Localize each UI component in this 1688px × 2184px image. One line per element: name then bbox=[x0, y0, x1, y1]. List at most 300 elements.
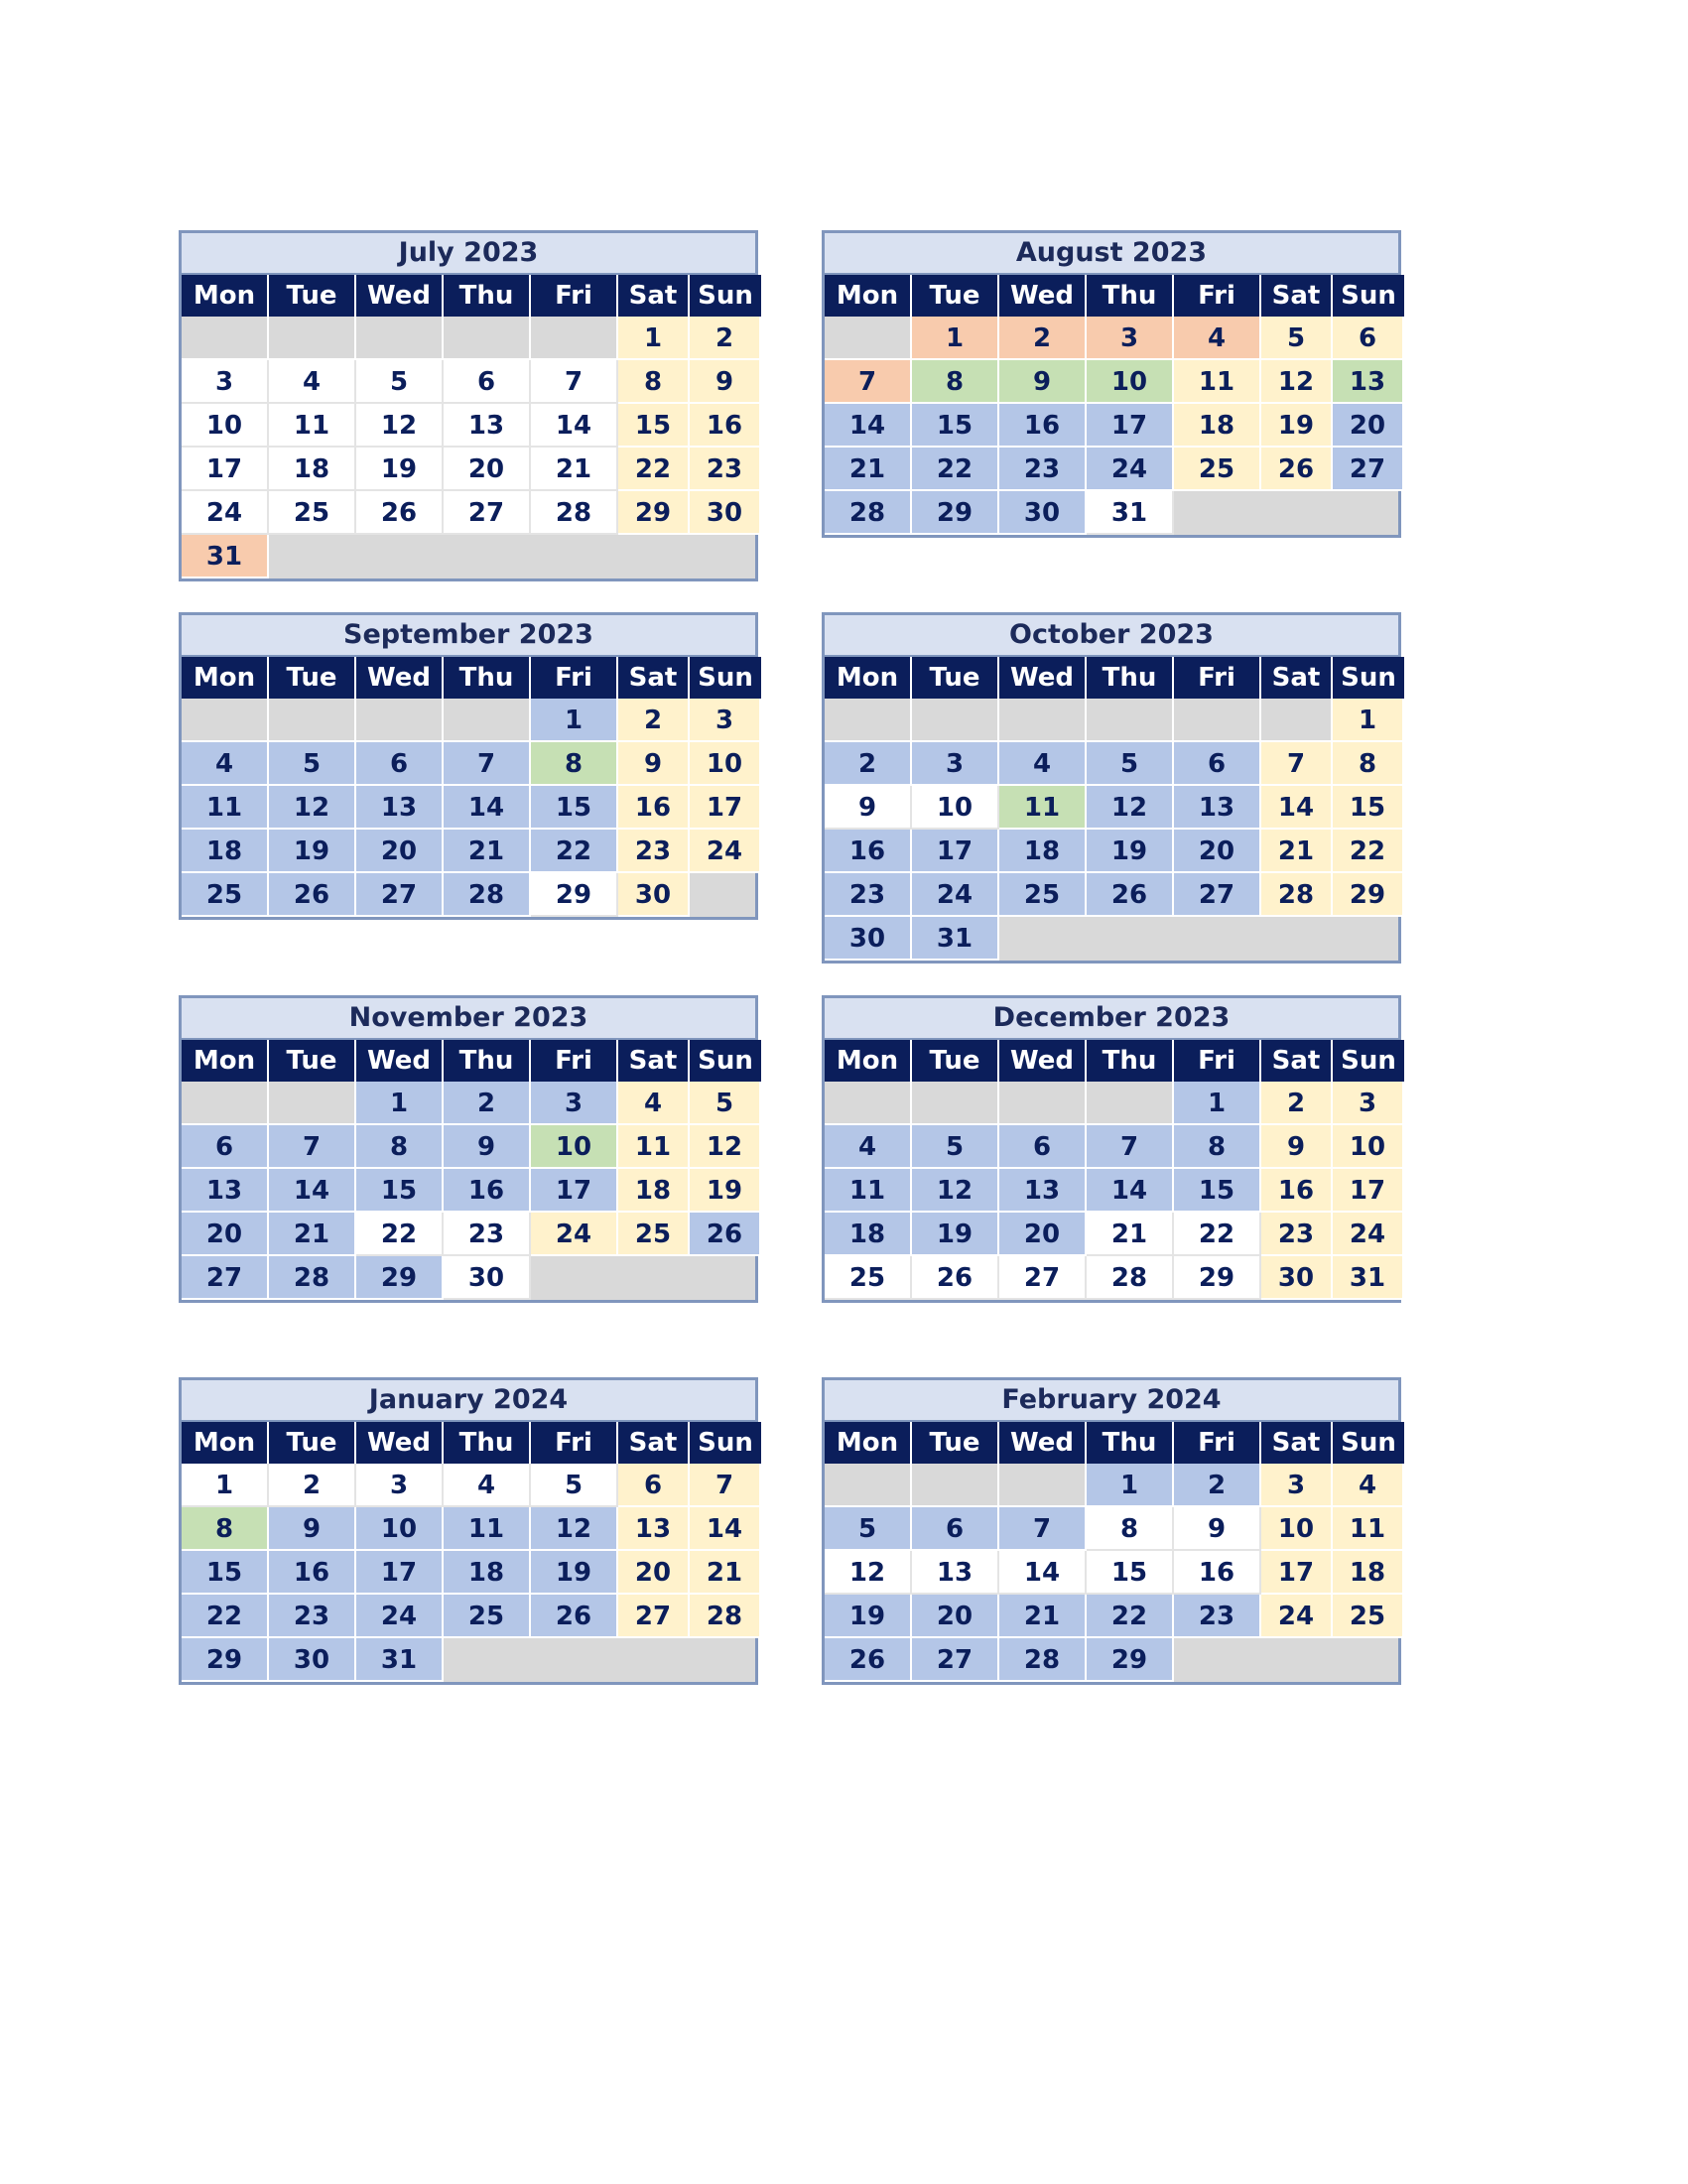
weekday-header: Wed bbox=[356, 1422, 444, 1464]
weekday-header: Fri bbox=[1174, 275, 1261, 317]
day-cell: 21 bbox=[825, 448, 912, 491]
day-cell: 1 bbox=[912, 317, 999, 360]
day-cell: 1 bbox=[618, 317, 690, 360]
empty-day-cell bbox=[182, 1082, 269, 1125]
day-cell: 18 bbox=[825, 1213, 912, 1256]
day-cell: 7 bbox=[825, 360, 912, 404]
day-cell: 22 bbox=[531, 830, 618, 873]
day-cell: 7 bbox=[531, 360, 618, 404]
day-cell: 27 bbox=[1333, 448, 1404, 491]
day-cell: 4 bbox=[182, 742, 269, 786]
empty-day-cell bbox=[444, 699, 531, 742]
month-title: October 2023 bbox=[825, 615, 1398, 657]
day-cell: 23 bbox=[269, 1595, 356, 1638]
day-cell: 30 bbox=[825, 917, 912, 961]
weekday-header: Sun bbox=[690, 657, 761, 699]
empty-day-cell bbox=[269, 1082, 356, 1125]
weekday-header: Tue bbox=[269, 1422, 356, 1464]
day-cell: 5 bbox=[1261, 317, 1333, 360]
day-cell: 3 bbox=[1333, 1082, 1404, 1125]
day-cell: 30 bbox=[444, 1256, 531, 1300]
weekday-header: Sun bbox=[690, 1422, 761, 1464]
month-calendar bbox=[179, 612, 758, 920]
weekday-header: Fri bbox=[1174, 657, 1261, 699]
day-cell: 30 bbox=[999, 491, 1087, 535]
day-cell: 15 bbox=[1087, 1551, 1174, 1595]
day-cell: 20 bbox=[356, 830, 444, 873]
day-cell: 8 bbox=[356, 1125, 444, 1169]
day-cell: 2 bbox=[1261, 1082, 1333, 1125]
month-grid bbox=[825, 1422, 1398, 1682]
weekday-header: Wed bbox=[356, 1040, 444, 1082]
day-cell: 12 bbox=[1261, 360, 1333, 404]
day-cell: 11 bbox=[1174, 360, 1261, 404]
weekday-header: Mon bbox=[182, 657, 269, 699]
day-cell: 16 bbox=[444, 1169, 531, 1213]
month-grid bbox=[182, 657, 755, 917]
day-cell: 28 bbox=[1261, 873, 1333, 917]
day-cell: 18 bbox=[269, 448, 356, 491]
day-cell: 22 bbox=[912, 448, 999, 491]
day-cell: 5 bbox=[825, 1507, 912, 1551]
day-cell: 15 bbox=[618, 404, 690, 448]
empty-day-cell bbox=[1261, 699, 1333, 742]
day-cell: 27 bbox=[1174, 873, 1261, 917]
day-cell: 29 bbox=[356, 1256, 444, 1300]
empty-day-cell bbox=[999, 1082, 1087, 1125]
day-cell: 28 bbox=[999, 1638, 1087, 1682]
empty-day-cell bbox=[182, 317, 269, 360]
day-cell: 15 bbox=[1174, 1169, 1261, 1213]
day-cell: 16 bbox=[1261, 1169, 1333, 1213]
day-cell: 31 bbox=[1087, 491, 1174, 535]
month-calendar bbox=[822, 1377, 1401, 1685]
day-cell: 12 bbox=[690, 1125, 761, 1169]
month-calendar bbox=[822, 230, 1401, 538]
day-cell: 25 bbox=[1333, 1595, 1404, 1638]
weekday-header: Tue bbox=[912, 1040, 999, 1082]
day-cell: 12 bbox=[531, 1507, 618, 1551]
day-cell: 1 bbox=[1087, 1464, 1174, 1507]
empty-day-cell bbox=[912, 1464, 999, 1507]
day-cell: 28 bbox=[531, 491, 618, 535]
day-cell: 14 bbox=[825, 404, 912, 448]
day-cell: 2 bbox=[618, 699, 690, 742]
day-cell: 29 bbox=[1333, 873, 1404, 917]
day-cell: 9 bbox=[269, 1507, 356, 1551]
day-cell: 29 bbox=[1174, 1256, 1261, 1300]
day-cell: 25 bbox=[825, 1256, 912, 1300]
day-cell: 25 bbox=[1174, 448, 1261, 491]
day-cell: 11 bbox=[999, 786, 1087, 830]
day-cell: 9 bbox=[444, 1125, 531, 1169]
day-cell: 27 bbox=[912, 1638, 999, 1682]
day-cell: 22 bbox=[618, 448, 690, 491]
day-cell: 1 bbox=[1333, 699, 1404, 742]
empty-day-cell bbox=[912, 1082, 999, 1125]
day-cell: 8 bbox=[912, 360, 999, 404]
weekday-header: Tue bbox=[912, 275, 999, 317]
day-cell: 21 bbox=[1087, 1213, 1174, 1256]
day-cell: 19 bbox=[1087, 830, 1174, 873]
day-cell: 4 bbox=[1333, 1464, 1404, 1507]
day-cell: 20 bbox=[618, 1551, 690, 1595]
day-cell: 26 bbox=[912, 1256, 999, 1300]
weekday-header: Thu bbox=[1087, 275, 1174, 317]
day-cell: 24 bbox=[690, 830, 761, 873]
day-cell: 11 bbox=[1333, 1507, 1404, 1551]
month-grid bbox=[182, 275, 755, 578]
day-cell: 3 bbox=[356, 1464, 444, 1507]
day-cell: 21 bbox=[444, 830, 531, 873]
day-cell: 16 bbox=[269, 1551, 356, 1595]
day-cell: 23 bbox=[825, 873, 912, 917]
day-cell: 24 bbox=[1261, 1595, 1333, 1638]
weekday-header: Wed bbox=[999, 1422, 1087, 1464]
day-cell: 11 bbox=[618, 1125, 690, 1169]
day-cell: 20 bbox=[1333, 404, 1404, 448]
day-cell: 16 bbox=[690, 404, 761, 448]
weekday-header: Tue bbox=[912, 1422, 999, 1464]
day-cell: 3 bbox=[912, 742, 999, 786]
weekday-header: Sat bbox=[1261, 1040, 1333, 1082]
day-cell: 24 bbox=[1333, 1213, 1404, 1256]
weekday-header: Sun bbox=[1333, 1422, 1404, 1464]
day-cell: 22 bbox=[1087, 1595, 1174, 1638]
day-cell: 2 bbox=[1174, 1464, 1261, 1507]
day-cell: 5 bbox=[1087, 742, 1174, 786]
day-cell: 7 bbox=[444, 742, 531, 786]
month-calendar bbox=[822, 995, 1401, 1303]
day-cell: 20 bbox=[182, 1213, 269, 1256]
day-cell: 23 bbox=[444, 1213, 531, 1256]
day-cell: 27 bbox=[618, 1595, 690, 1638]
day-cell: 23 bbox=[618, 830, 690, 873]
day-cell: 26 bbox=[269, 873, 356, 917]
day-cell: 4 bbox=[269, 360, 356, 404]
day-cell: 31 bbox=[356, 1638, 444, 1682]
weekday-header: Fri bbox=[1174, 1040, 1261, 1082]
month-title: July 2023 bbox=[182, 233, 755, 275]
day-cell: 6 bbox=[356, 742, 444, 786]
weekday-header: Mon bbox=[825, 657, 912, 699]
weekday-header: Tue bbox=[269, 275, 356, 317]
empty-day-cell bbox=[269, 317, 356, 360]
day-cell: 5 bbox=[269, 742, 356, 786]
day-cell: 5 bbox=[690, 1082, 761, 1125]
day-cell: 8 bbox=[531, 742, 618, 786]
day-cell: 15 bbox=[182, 1551, 269, 1595]
day-cell: 26 bbox=[1261, 448, 1333, 491]
empty-day-cell bbox=[1087, 1082, 1174, 1125]
weekday-header: Wed bbox=[356, 275, 444, 317]
day-cell: 30 bbox=[618, 873, 690, 917]
month-calendar bbox=[179, 995, 758, 1303]
weekday-header: Fri bbox=[531, 1422, 618, 1464]
weekday-header: Fri bbox=[531, 1040, 618, 1082]
day-cell: 3 bbox=[182, 360, 269, 404]
day-cell: 25 bbox=[999, 873, 1087, 917]
month-grid bbox=[825, 657, 1398, 961]
day-cell: 21 bbox=[1261, 830, 1333, 873]
weekday-header: Thu bbox=[444, 275, 531, 317]
day-cell: 19 bbox=[269, 830, 356, 873]
day-cell: 4 bbox=[1174, 317, 1261, 360]
day-cell: 2 bbox=[825, 742, 912, 786]
day-cell: 13 bbox=[1333, 360, 1404, 404]
day-cell: 17 bbox=[1087, 404, 1174, 448]
day-cell: 30 bbox=[1261, 1256, 1333, 1300]
day-cell: 25 bbox=[444, 1595, 531, 1638]
day-cell: 12 bbox=[356, 404, 444, 448]
month-calendar bbox=[822, 612, 1401, 964]
day-cell: 14 bbox=[690, 1507, 761, 1551]
day-cell: 14 bbox=[1087, 1169, 1174, 1213]
weekday-header: Fri bbox=[531, 657, 618, 699]
day-cell: 14 bbox=[1261, 786, 1333, 830]
day-cell: 14 bbox=[999, 1551, 1087, 1595]
day-cell: 14 bbox=[531, 404, 618, 448]
day-cell: 7 bbox=[999, 1507, 1087, 1551]
day-cell: 21 bbox=[531, 448, 618, 491]
empty-day-cell bbox=[825, 317, 912, 360]
empty-day-cell bbox=[825, 1082, 912, 1125]
weekday-header: Sat bbox=[618, 657, 690, 699]
day-cell: 2 bbox=[690, 317, 761, 360]
day-cell: 24 bbox=[182, 491, 269, 535]
day-cell: 21 bbox=[269, 1213, 356, 1256]
day-cell: 8 bbox=[1333, 742, 1404, 786]
weekday-header: Sun bbox=[690, 1040, 761, 1082]
day-cell: 8 bbox=[182, 1507, 269, 1551]
month-grid bbox=[182, 1422, 755, 1682]
day-cell: 1 bbox=[182, 1464, 269, 1507]
month-title: August 2023 bbox=[825, 233, 1398, 275]
day-cell: 4 bbox=[444, 1464, 531, 1507]
day-cell: 27 bbox=[356, 873, 444, 917]
day-cell: 18 bbox=[1333, 1551, 1404, 1595]
weekday-header: Wed bbox=[356, 657, 444, 699]
day-cell: 16 bbox=[618, 786, 690, 830]
day-cell: 11 bbox=[182, 786, 269, 830]
month-calendar bbox=[179, 230, 758, 581]
weekday-header: Wed bbox=[999, 275, 1087, 317]
day-cell: 30 bbox=[690, 491, 761, 535]
day-cell: 9 bbox=[690, 360, 761, 404]
day-cell: 28 bbox=[825, 491, 912, 535]
day-cell: 5 bbox=[531, 1464, 618, 1507]
day-cell: 9 bbox=[618, 742, 690, 786]
day-cell: 15 bbox=[1333, 786, 1404, 830]
day-cell: 24 bbox=[912, 873, 999, 917]
day-cell: 11 bbox=[269, 404, 356, 448]
day-cell: 1 bbox=[531, 699, 618, 742]
day-cell: 25 bbox=[269, 491, 356, 535]
day-cell: 26 bbox=[825, 1638, 912, 1682]
day-cell: 15 bbox=[531, 786, 618, 830]
day-cell: 21 bbox=[690, 1551, 761, 1595]
empty-day-cell bbox=[1174, 699, 1261, 742]
day-cell: 8 bbox=[1174, 1125, 1261, 1169]
day-cell: 28 bbox=[269, 1256, 356, 1300]
day-cell: 6 bbox=[912, 1507, 999, 1551]
weekday-header: Thu bbox=[1087, 1422, 1174, 1464]
day-cell: 10 bbox=[182, 404, 269, 448]
day-cell: 18 bbox=[618, 1169, 690, 1213]
day-cell: 7 bbox=[1261, 742, 1333, 786]
day-cell: 10 bbox=[690, 742, 761, 786]
day-cell: 10 bbox=[1333, 1125, 1404, 1169]
day-cell: 12 bbox=[825, 1551, 912, 1595]
month-grid bbox=[825, 275, 1398, 535]
day-cell: 16 bbox=[999, 404, 1087, 448]
empty-day-cell bbox=[356, 699, 444, 742]
weekday-header: Mon bbox=[182, 1040, 269, 1082]
day-cell: 31 bbox=[1333, 1256, 1404, 1300]
month-title: November 2023 bbox=[182, 998, 755, 1040]
weekday-header: Sat bbox=[1261, 1422, 1333, 1464]
day-cell: 19 bbox=[531, 1551, 618, 1595]
day-cell: 20 bbox=[999, 1213, 1087, 1256]
day-cell: 8 bbox=[618, 360, 690, 404]
day-cell: 14 bbox=[269, 1169, 356, 1213]
month-grid bbox=[182, 1040, 755, 1300]
day-cell: 3 bbox=[1087, 317, 1174, 360]
day-cell: 5 bbox=[912, 1125, 999, 1169]
day-cell: 25 bbox=[182, 873, 269, 917]
day-cell: 19 bbox=[825, 1595, 912, 1638]
day-cell: 21 bbox=[999, 1595, 1087, 1638]
day-cell: 7 bbox=[1087, 1125, 1174, 1169]
day-cell: 22 bbox=[356, 1213, 444, 1256]
day-cell: 5 bbox=[356, 360, 444, 404]
month-calendar bbox=[179, 1377, 758, 1685]
day-cell: 11 bbox=[825, 1169, 912, 1213]
day-cell: 20 bbox=[1174, 830, 1261, 873]
day-cell: 13 bbox=[999, 1169, 1087, 1213]
weekday-header: Wed bbox=[999, 1040, 1087, 1082]
day-cell: 6 bbox=[444, 360, 531, 404]
weekday-header: Tue bbox=[269, 657, 356, 699]
day-cell: 22 bbox=[1174, 1213, 1261, 1256]
day-cell: 12 bbox=[1087, 786, 1174, 830]
day-cell: 28 bbox=[444, 873, 531, 917]
weekday-header: Mon bbox=[825, 1040, 912, 1082]
weekday-header: Thu bbox=[1087, 1040, 1174, 1082]
day-cell: 24 bbox=[531, 1213, 618, 1256]
weekday-header: Thu bbox=[1087, 657, 1174, 699]
day-cell: 19 bbox=[1261, 404, 1333, 448]
weekday-header: Thu bbox=[444, 657, 531, 699]
weekday-header: Wed bbox=[999, 657, 1087, 699]
day-cell: 30 bbox=[269, 1638, 356, 1682]
day-cell: 10 bbox=[1087, 360, 1174, 404]
month-title: February 2024 bbox=[825, 1380, 1398, 1422]
weekday-header: Fri bbox=[1174, 1422, 1261, 1464]
weekday-header: Sat bbox=[618, 275, 690, 317]
day-cell: 20 bbox=[912, 1595, 999, 1638]
empty-day-cell bbox=[1087, 699, 1174, 742]
day-cell: 9 bbox=[1261, 1125, 1333, 1169]
day-cell: 26 bbox=[531, 1595, 618, 1638]
empty-day-cell bbox=[912, 699, 999, 742]
day-cell: 19 bbox=[912, 1213, 999, 1256]
day-cell: 18 bbox=[182, 830, 269, 873]
day-cell: 2 bbox=[999, 317, 1087, 360]
month-grid bbox=[825, 1040, 1398, 1300]
day-cell: 29 bbox=[531, 873, 618, 917]
day-cell: 3 bbox=[690, 699, 761, 742]
day-cell: 10 bbox=[1261, 1507, 1333, 1551]
month-title: December 2023 bbox=[825, 998, 1398, 1040]
day-cell: 10 bbox=[531, 1125, 618, 1169]
day-cell: 12 bbox=[912, 1169, 999, 1213]
day-cell: 20 bbox=[444, 448, 531, 491]
day-cell: 7 bbox=[269, 1125, 356, 1169]
day-cell: 29 bbox=[912, 491, 999, 535]
day-cell: 27 bbox=[182, 1256, 269, 1300]
empty-day-cell bbox=[999, 1464, 1087, 1507]
day-cell: 13 bbox=[444, 404, 531, 448]
day-cell: 22 bbox=[1333, 830, 1404, 873]
day-cell: 13 bbox=[912, 1551, 999, 1595]
day-cell: 26 bbox=[356, 491, 444, 535]
weekday-header: Sun bbox=[1333, 1040, 1404, 1082]
day-cell: 26 bbox=[1087, 873, 1174, 917]
day-cell: 13 bbox=[356, 786, 444, 830]
day-cell: 3 bbox=[531, 1082, 618, 1125]
day-cell: 17 bbox=[182, 448, 269, 491]
day-cell: 1 bbox=[1174, 1082, 1261, 1125]
day-cell: 10 bbox=[912, 786, 999, 830]
day-cell: 17 bbox=[1333, 1169, 1404, 1213]
day-cell: 11 bbox=[444, 1507, 531, 1551]
weekday-header: Sun bbox=[1333, 275, 1404, 317]
weekday-header: Mon bbox=[182, 1422, 269, 1464]
day-cell: 24 bbox=[356, 1595, 444, 1638]
day-cell: 14 bbox=[444, 786, 531, 830]
weekday-header: Sat bbox=[618, 1422, 690, 1464]
weekday-header: Sat bbox=[1261, 657, 1333, 699]
day-cell: 17 bbox=[912, 830, 999, 873]
day-cell: 6 bbox=[618, 1464, 690, 1507]
empty-day-cell bbox=[825, 699, 912, 742]
day-cell: 26 bbox=[690, 1213, 761, 1256]
day-cell: 1 bbox=[356, 1082, 444, 1125]
day-cell: 9 bbox=[999, 360, 1087, 404]
day-cell: 10 bbox=[356, 1507, 444, 1551]
day-cell: 13 bbox=[1174, 786, 1261, 830]
weekday-header: Mon bbox=[825, 1422, 912, 1464]
day-cell: 17 bbox=[531, 1169, 618, 1213]
day-cell: 15 bbox=[912, 404, 999, 448]
weekday-header: Thu bbox=[444, 1040, 531, 1082]
day-cell: 16 bbox=[1174, 1551, 1261, 1595]
empty-day-cell bbox=[269, 699, 356, 742]
day-cell: 29 bbox=[182, 1638, 269, 1682]
day-cell: 12 bbox=[269, 786, 356, 830]
day-cell: 29 bbox=[1087, 1638, 1174, 1682]
empty-day-cell bbox=[444, 317, 531, 360]
day-cell: 23 bbox=[999, 448, 1087, 491]
day-cell: 25 bbox=[618, 1213, 690, 1256]
month-title: September 2023 bbox=[182, 615, 755, 657]
day-cell: 2 bbox=[444, 1082, 531, 1125]
empty-day-cell bbox=[825, 1464, 912, 1507]
day-cell: 19 bbox=[690, 1169, 761, 1213]
weekday-header: Sat bbox=[1261, 275, 1333, 317]
weekday-header: Tue bbox=[269, 1040, 356, 1082]
